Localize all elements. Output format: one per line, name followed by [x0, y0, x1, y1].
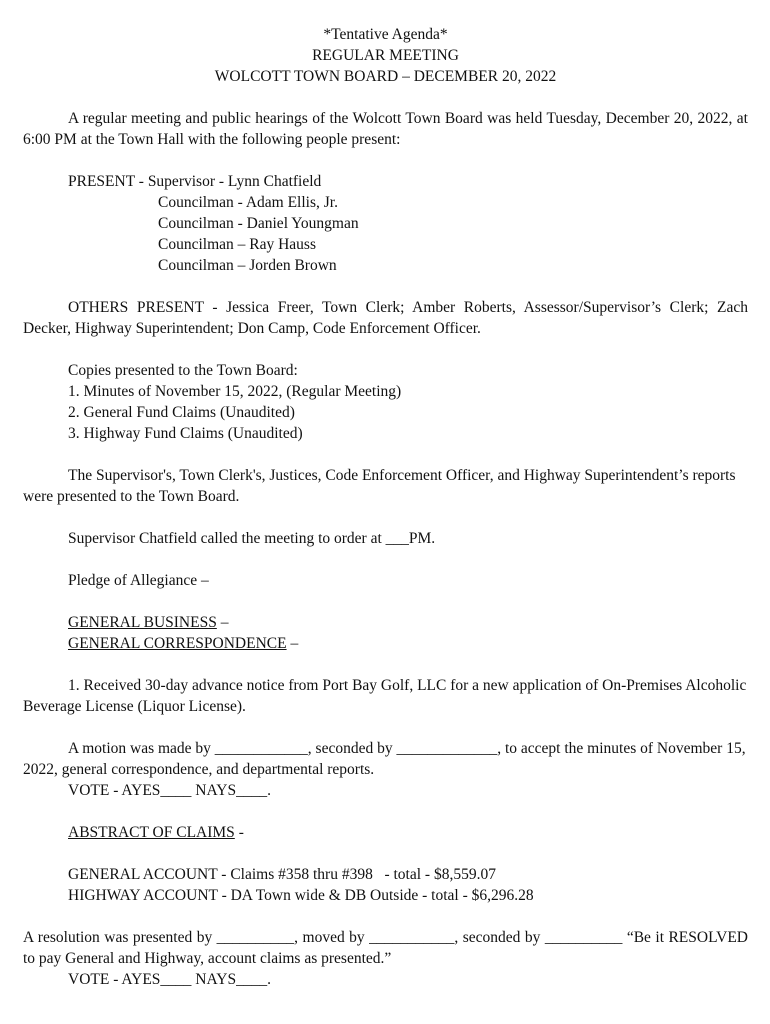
- present-member: Councilman - Daniel Youngman: [158, 215, 359, 232]
- present-member: Councilman – Ray Hauss: [158, 236, 316, 253]
- meeting-type: REGULAR MEETING: [312, 47, 459, 64]
- general-correspondence-label: GENERAL CORRESPONDENCE: [68, 635, 287, 652]
- general-account-line: GENERAL ACCOUNT - Claims #358 thru #398 - total - $8,559.07: [68, 866, 496, 883]
- call-to-order: Supervisor Chatfield called the meeting to order at ___PM.: [68, 530, 436, 547]
- business-section: [23, 612, 748, 654]
- abstract-suffix: -: [234, 824, 244, 841]
- abstract-heading: [23, 822, 748, 843]
- copies-item: 3. Highway Fund Claims (Unaudited): [68, 425, 303, 442]
- present-member: Councilman – Jorden Brown: [158, 257, 337, 274]
- pledge-of-allegiance: Pledge of Allegiance –: [68, 572, 209, 589]
- highway-account-line: HIGHWAY ACCOUNT - DA Town wide & DB Outside - total - $6,296.28: [68, 887, 534, 904]
- copies-heading: Copies presented to the Town Board:: [68, 362, 298, 379]
- resolution-paragraph: A resolution was presented by __________, moved by ___________, seconded by __________ “Be it RESOLVED to pay General and Highway, account claims as presented.”: [23, 929, 748, 967]
- correspondence-item: 1. Received 30-day advance notice from Port Bay Golf, LLC for a new application of On-Premises Alcoholic Beverage License (Liquor License).: [23, 677, 747, 715]
- motion-section: [23, 738, 748, 801]
- document-header: [23, 24, 748, 87]
- present-list: [23, 171, 748, 276]
- copies-item: 1. Minutes of November 15, 2022, (Regular Meeting): [68, 383, 402, 400]
- intro-paragraph: A regular meeting and public hearings of the Wolcott Town Board was held Tuesday, December 20, 2022, at 6:00 PM at the Town Hall with the following people present:: [23, 110, 748, 148]
- present-first-row: [23, 171, 748, 192]
- claims-accounts: [23, 864, 748, 906]
- meeting-title: WOLCOTT TOWN BOARD – DECEMBER 20, 2022: [214, 68, 557, 85]
- resolution-section: [23, 927, 748, 990]
- copies-item: 2. General Fund Claims (Unaudited): [68, 404, 295, 421]
- general-business-label: GENERAL BUSINESS: [68, 614, 217, 631]
- vote-line: VOTE - AYES____ NAYS____.: [68, 971, 271, 988]
- motion-paragraph: A motion was made by ____________, seconded by _____________, to accept the minutes of November 15, 2022, general correspondence, and departmental reports.: [23, 740, 746, 778]
- abstract-label: ABSTRACT OF CLAIMS: [68, 824, 235, 841]
- copies-list: [23, 360, 748, 444]
- present-member: Supervisor - Lynn Chatfield: [147, 173, 322, 190]
- tentative-label: *Tentative Agenda*: [323, 26, 448, 43]
- present-label: PRESENT -: [68, 173, 148, 190]
- general-correspondence-suffix: –: [286, 635, 299, 652]
- vote-line: VOTE - AYES____ NAYS____.: [68, 782, 271, 799]
- general-business-heading: [68, 612, 748, 633]
- general-business-suffix: –: [216, 614, 229, 631]
- present-member: Councilman - Adam Ellis, Jr.: [158, 194, 338, 211]
- reports-paragraph: The Supervisor's, Town Clerk's, Justices, Code Enforcement Officer, and Highway Superintendent’s reports were presented to the Town Board.: [23, 467, 736, 505]
- others-present-paragraph: OTHERS PRESENT - Jessica Freer, Town Clerk; Amber Roberts, Assessor/Supervisor’s Clerk; Zach Decker, Highway Superintendent; Don Camp, Code Enforcement Officer.: [23, 299, 748, 337]
- general-correspondence-heading: [68, 633, 748, 654]
